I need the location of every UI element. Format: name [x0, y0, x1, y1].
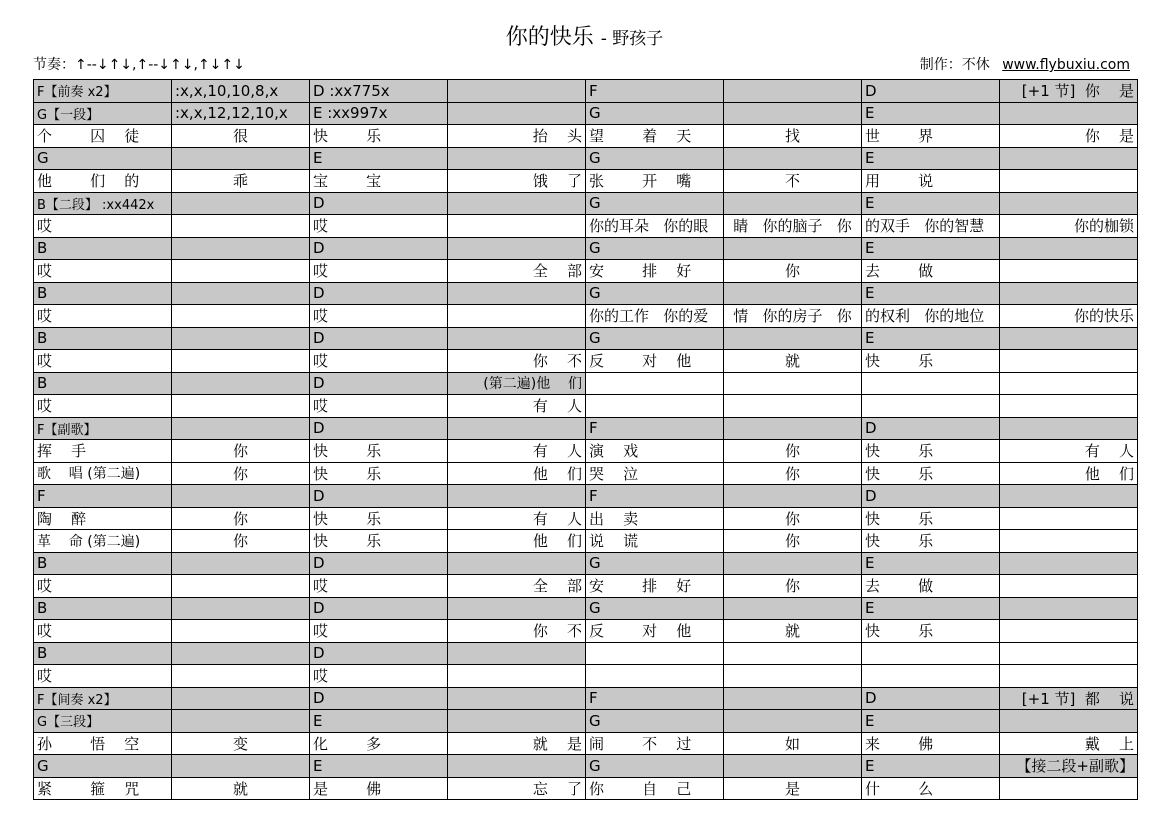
table-cell: [1000, 147, 1138, 170]
table-cell: [1000, 552, 1138, 575]
table-cell: 安 排 好: [586, 260, 724, 283]
table-cell: 哎: [310, 215, 448, 238]
table-cell: 快 乐: [862, 530, 1000, 553]
table-cell: 找: [724, 125, 862, 148]
table-cell: 你: [724, 462, 862, 485]
table-body: [34, 80, 1138, 800]
table-cell: D: [310, 485, 448, 508]
table-row: [34, 710, 1138, 733]
table-row: [34, 372, 1138, 395]
table-cell: [172, 417, 310, 440]
table-cell: [1000, 102, 1138, 125]
table-cell: [586, 665, 724, 688]
table-cell: D: [310, 642, 448, 665]
table-cell: 你: [724, 440, 862, 463]
table-cell: B: [34, 282, 172, 305]
table-cell: F: [586, 687, 724, 710]
table-cell: [1000, 665, 1138, 688]
table-cell: [724, 665, 862, 688]
table-row: [34, 552, 1138, 575]
table-row: [34, 170, 1138, 193]
table-cell: 说 谎: [586, 530, 724, 553]
table-cell: 你的枷锁: [1000, 215, 1138, 238]
table-cell: 哎: [310, 620, 448, 643]
table-cell: 你: [724, 260, 862, 283]
table-cell: [1000, 372, 1138, 395]
table-cell: [172, 665, 310, 688]
table-cell: E :xx997x: [310, 102, 448, 125]
table-cell: 你: [724, 530, 862, 553]
credit-site-link[interactable]: www.flybuxiu.com: [1002, 57, 1130, 73]
table-cell: [172, 755, 310, 778]
table-cell: [448, 282, 586, 305]
chord-lyrics-table: [33, 79, 1138, 800]
table-row: [34, 777, 1138, 800]
table-cell: G【三段】: [34, 710, 172, 733]
table-cell: 个 囚 徒: [34, 125, 172, 148]
table-row: [34, 125, 1138, 148]
table-cell: [172, 260, 310, 283]
table-cell: 哎: [310, 350, 448, 373]
table-cell: [724, 597, 862, 620]
table-cell: [724, 102, 862, 125]
table-cell: [724, 395, 862, 418]
table-cell: 有 人: [1000, 440, 1138, 463]
table-cell: 世 界: [862, 125, 1000, 148]
table-cell: B: [34, 237, 172, 260]
table-row: [34, 732, 1138, 755]
table-cell: 反 对 他: [586, 350, 724, 373]
table-cell: [1000, 170, 1138, 193]
table-cell: [448, 237, 586, 260]
table-cell: 闹 不 过: [586, 732, 724, 755]
table-cell: 如: [724, 732, 862, 755]
table-cell: [724, 417, 862, 440]
table-cell: [448, 147, 586, 170]
table-cell: 你 是: [1000, 125, 1138, 148]
table-cell: [1000, 327, 1138, 350]
table-cell: 有 人: [448, 440, 586, 463]
table-cell: 你 不: [448, 350, 586, 373]
table-cell: 你的快乐: [1000, 305, 1138, 328]
table-cell: D: [310, 552, 448, 575]
credit-label: 制作：不休: [919, 57, 990, 73]
table-cell: 抬 头: [448, 125, 586, 148]
rhythm-pattern: 节奏：↑--↓↑↓,↑--↓↑↓,↑↓↑↓: [33, 57, 245, 73]
table-cell: [586, 642, 724, 665]
table-cell: E: [310, 147, 448, 170]
table-row: [34, 192, 1138, 215]
table-cell: [172, 237, 310, 260]
table-cell: [862, 642, 1000, 665]
table-cell: 化 多: [310, 732, 448, 755]
table-cell: D: [862, 417, 1000, 440]
table-cell: 快 乐: [310, 530, 448, 553]
table-cell: [862, 665, 1000, 688]
table-cell: B: [34, 597, 172, 620]
table-row: [34, 620, 1138, 643]
table-cell: [724, 192, 862, 215]
table-row: [34, 642, 1138, 665]
table-cell: [724, 372, 862, 395]
table-cell: (第二遍)他 们: [448, 372, 586, 395]
table-cell: [448, 485, 586, 508]
table-cell: 有 人: [448, 395, 586, 418]
table-cell: 你: [724, 575, 862, 598]
table-cell: G【一段】: [34, 102, 172, 125]
table-cell: G: [586, 192, 724, 215]
table-cell: F: [34, 485, 172, 508]
table-cell: [862, 395, 1000, 418]
table-cell: 你: [172, 530, 310, 553]
table-cell: E: [310, 755, 448, 778]
table-cell: 很: [172, 125, 310, 148]
table-cell: F【副歌】: [34, 417, 172, 440]
table-cell: [448, 305, 586, 328]
table-cell: [172, 620, 310, 643]
table-cell: [724, 485, 862, 508]
table-cell: 情 你的房子 你: [724, 305, 862, 328]
table-row: [34, 755, 1138, 778]
table-cell: 快 乐: [862, 620, 1000, 643]
table-cell: D: [310, 597, 448, 620]
table-cell: 你: [172, 462, 310, 485]
table-cell: B【二段】 :xx442x: [34, 192, 172, 215]
table-cell: E: [862, 282, 1000, 305]
table-cell: B: [34, 552, 172, 575]
table-cell: 乖: [172, 170, 310, 193]
table-cell: [448, 102, 586, 125]
table-cell: 哎: [34, 260, 172, 283]
table-cell: 你: [172, 507, 310, 530]
table-cell: 变: [172, 732, 310, 755]
table-cell: D: [310, 282, 448, 305]
table-cell: G: [586, 552, 724, 575]
table-row: [34, 395, 1138, 418]
table-cell: 【接二段+副歌】: [1000, 755, 1138, 778]
table-cell: G: [586, 237, 724, 260]
table-cell: 快 乐: [862, 350, 1000, 373]
table-cell: G: [34, 147, 172, 170]
song-title: [0, 20, 1169, 51]
table-cell: G: [586, 282, 724, 305]
table-cell: 哭 泣: [586, 462, 724, 485]
table-cell: 他 们 的: [34, 170, 172, 193]
table-cell: [586, 395, 724, 418]
table-cell: 来 佛: [862, 732, 1000, 755]
table-cell: 望 着 天: [586, 125, 724, 148]
table-cell: F: [586, 485, 724, 508]
table-cell: [+1 节] 都 说: [1000, 687, 1138, 710]
table-cell: [724, 282, 862, 305]
table-row: [34, 327, 1138, 350]
table-cell: 的权利 你的地位: [862, 305, 1000, 328]
table-cell: 你的工作 你的爱: [586, 305, 724, 328]
table-cell: D: [310, 417, 448, 440]
table-cell: 去 做: [862, 260, 1000, 283]
table-cell: [1000, 620, 1138, 643]
table-cell: [448, 710, 586, 733]
table-cell: 不: [724, 170, 862, 193]
table-cell: [1000, 237, 1138, 260]
table-cell: D: [862, 80, 1000, 103]
table-cell: E: [862, 102, 1000, 125]
table-cell: D :xx775x: [310, 80, 448, 103]
table-cell: 哎: [34, 620, 172, 643]
table-cell: [448, 215, 586, 238]
table-cell: 忘 了: [448, 777, 586, 800]
table-cell: 哎: [310, 665, 448, 688]
table-cell: [724, 755, 862, 778]
table-cell: 的双手 你的智慧: [862, 215, 1000, 238]
table-cell: 快 乐: [862, 507, 1000, 530]
table-cell: 你 不: [448, 620, 586, 643]
table-cell: 演 戏: [586, 440, 724, 463]
table-cell: 哎: [34, 350, 172, 373]
table-cell: B: [34, 642, 172, 665]
table-cell: [1000, 597, 1138, 620]
table-cell: [172, 642, 310, 665]
table-cell: 什 么: [862, 777, 1000, 800]
table-cell: [1000, 260, 1138, 283]
table-cell: 是: [724, 777, 862, 800]
table-cell: B: [34, 327, 172, 350]
table-cell: 哎: [310, 575, 448, 598]
table-cell: [862, 372, 1000, 395]
table-row: [34, 102, 1138, 125]
table-cell: 哎: [34, 215, 172, 238]
table-cell: G: [586, 327, 724, 350]
table-cell: 用 说: [862, 170, 1000, 193]
table-cell: [448, 552, 586, 575]
table-cell: [724, 80, 862, 103]
table-cell: 宝 宝: [310, 170, 448, 193]
table-cell: 就: [724, 620, 862, 643]
table-cell: [172, 575, 310, 598]
table-cell: E: [862, 710, 1000, 733]
table-cell: 哎: [310, 260, 448, 283]
table-cell: 快 乐: [310, 440, 448, 463]
table-cell: [586, 372, 724, 395]
table-cell: [1000, 485, 1138, 508]
table-cell: :x,x,12,12,10,x: [172, 102, 310, 125]
table-cell: 哎: [34, 665, 172, 688]
table-cell: [172, 485, 310, 508]
table-cell: [1000, 350, 1138, 373]
table-cell: 张 开 嘴: [586, 170, 724, 193]
table-cell: 他 们: [448, 462, 586, 485]
table-cell: 挥 手: [34, 440, 172, 463]
table-cell: F【间奏 x2】: [34, 687, 172, 710]
table-cell: D: [310, 327, 448, 350]
table-row: [34, 440, 1138, 463]
table-cell: [172, 305, 310, 328]
table-cell: [1000, 777, 1138, 800]
table-cell: [724, 147, 862, 170]
table-cell: 反 对 他: [586, 620, 724, 643]
table-cell: 快 乐: [310, 125, 448, 148]
table-cell: F: [586, 417, 724, 440]
table-cell: [1000, 192, 1138, 215]
table-row: [34, 507, 1138, 530]
table-cell: 快 乐: [310, 507, 448, 530]
table-cell: [724, 327, 862, 350]
table-cell: 哎: [34, 575, 172, 598]
table-cell: 哎: [310, 395, 448, 418]
table-cell: [172, 192, 310, 215]
table-row: [34, 147, 1138, 170]
table-row: [34, 417, 1138, 440]
table-cell: [172, 282, 310, 305]
table-cell: 睛 你的脑子 你: [724, 215, 862, 238]
table-row: [34, 597, 1138, 620]
table-cell: E: [310, 710, 448, 733]
table-cell: 戴 上: [1000, 732, 1138, 755]
table-row: [34, 575, 1138, 598]
table-cell: G: [586, 102, 724, 125]
table-cell: 饿 了: [448, 170, 586, 193]
table-cell: [1000, 507, 1138, 530]
table-cell: D: [310, 192, 448, 215]
table-cell: E: [862, 327, 1000, 350]
table-cell: E: [862, 192, 1000, 215]
table-cell: 歌 唱 (第二遍): [34, 462, 172, 485]
table-cell: [1000, 395, 1138, 418]
table-cell: E: [862, 237, 1000, 260]
table-cell: 快 乐: [862, 440, 1000, 463]
table-cell: [1000, 530, 1138, 553]
table-cell: [1000, 282, 1138, 305]
table-cell: E: [862, 147, 1000, 170]
table-cell: [724, 710, 862, 733]
table-cell: 革 命 (第二遍): [34, 530, 172, 553]
artist-text: - 野孩子: [600, 29, 664, 49]
table-cell: [448, 192, 586, 215]
table-cell: G: [586, 597, 724, 620]
table-cell: 是 佛: [310, 777, 448, 800]
table-cell: 出 卖: [586, 507, 724, 530]
table-row: [34, 485, 1138, 508]
table-cell: [172, 552, 310, 575]
table-cell: [724, 237, 862, 260]
table-cell: [448, 665, 586, 688]
table-cell: 你 自 己: [586, 777, 724, 800]
table-cell: 他 们: [1000, 462, 1138, 485]
table-cell: [1000, 417, 1138, 440]
table-cell: [172, 597, 310, 620]
table-cell: [1000, 575, 1138, 598]
table-cell: [+1 节] 你 是: [1000, 80, 1138, 103]
table-cell: 你: [172, 440, 310, 463]
table-cell: [172, 350, 310, 373]
table-cell: G: [586, 147, 724, 170]
table-cell: 陶 醉: [34, 507, 172, 530]
table-cell: 孙 悟 空: [34, 732, 172, 755]
table-cell: B: [34, 372, 172, 395]
table-cell: 有 人: [448, 507, 586, 530]
table-cell: [448, 417, 586, 440]
table-row: [34, 80, 1138, 103]
table-cell: G: [34, 755, 172, 778]
table-cell: D: [310, 237, 448, 260]
table-cell: [172, 395, 310, 418]
table-cell: :x,x,10,10,8,x: [172, 80, 310, 103]
table-cell: 全 部: [448, 575, 586, 598]
table-cell: D: [310, 687, 448, 710]
table-cell: F【前奏 x2】: [34, 80, 172, 103]
table-cell: [172, 372, 310, 395]
table-cell: E: [862, 755, 1000, 778]
table-cell: 就: [172, 777, 310, 800]
table-cell: [448, 80, 586, 103]
table-cell: 你的耳朵 你的眼: [586, 215, 724, 238]
table-cell: [1000, 710, 1138, 733]
table-cell: G: [586, 755, 724, 778]
table-cell: [448, 755, 586, 778]
table-row: [34, 687, 1138, 710]
table-cell: [724, 687, 862, 710]
table-cell: E: [862, 597, 1000, 620]
table-cell: [1000, 642, 1138, 665]
table-cell: 哎: [310, 305, 448, 328]
title-text: 你的快乐: [505, 25, 594, 50]
table-cell: E: [862, 552, 1000, 575]
table-row: [34, 237, 1138, 260]
table-cell: 全 部: [448, 260, 586, 283]
table-cell: 安 排 好: [586, 575, 724, 598]
table-cell: [448, 327, 586, 350]
table-row: [34, 462, 1138, 485]
table-row: [34, 530, 1138, 553]
table-cell: [172, 147, 310, 170]
table-cell: [448, 687, 586, 710]
table-cell: D: [310, 372, 448, 395]
table-cell: [724, 642, 862, 665]
table-cell: 快 乐: [862, 462, 1000, 485]
table-cell: [172, 710, 310, 733]
table-cell: 哎: [34, 395, 172, 418]
table-row: [34, 665, 1138, 688]
table-cell: 快 乐: [310, 462, 448, 485]
table-cell: 就 是: [448, 732, 586, 755]
table-cell: [724, 552, 862, 575]
table-cell: G: [586, 710, 724, 733]
table-cell: 去 做: [862, 575, 1000, 598]
table-cell: [172, 215, 310, 238]
table-row: [34, 215, 1138, 238]
table-cell: 紧 箍 咒: [34, 777, 172, 800]
table-cell: 他 们: [448, 530, 586, 553]
table-cell: [448, 597, 586, 620]
table-cell: [448, 642, 586, 665]
table-cell: F: [586, 80, 724, 103]
table-cell: 就: [724, 350, 862, 373]
table-cell: [172, 327, 310, 350]
credit: [920, 54, 1130, 74]
table-cell: [172, 687, 310, 710]
table-cell: D: [862, 687, 1000, 710]
table-cell: 哎: [34, 305, 172, 328]
table-row: [34, 350, 1138, 373]
table-cell: D: [862, 485, 1000, 508]
table-cell: 你: [724, 507, 862, 530]
table-row: [34, 260, 1138, 283]
table-row: [34, 305, 1138, 328]
table-row: [34, 282, 1138, 305]
